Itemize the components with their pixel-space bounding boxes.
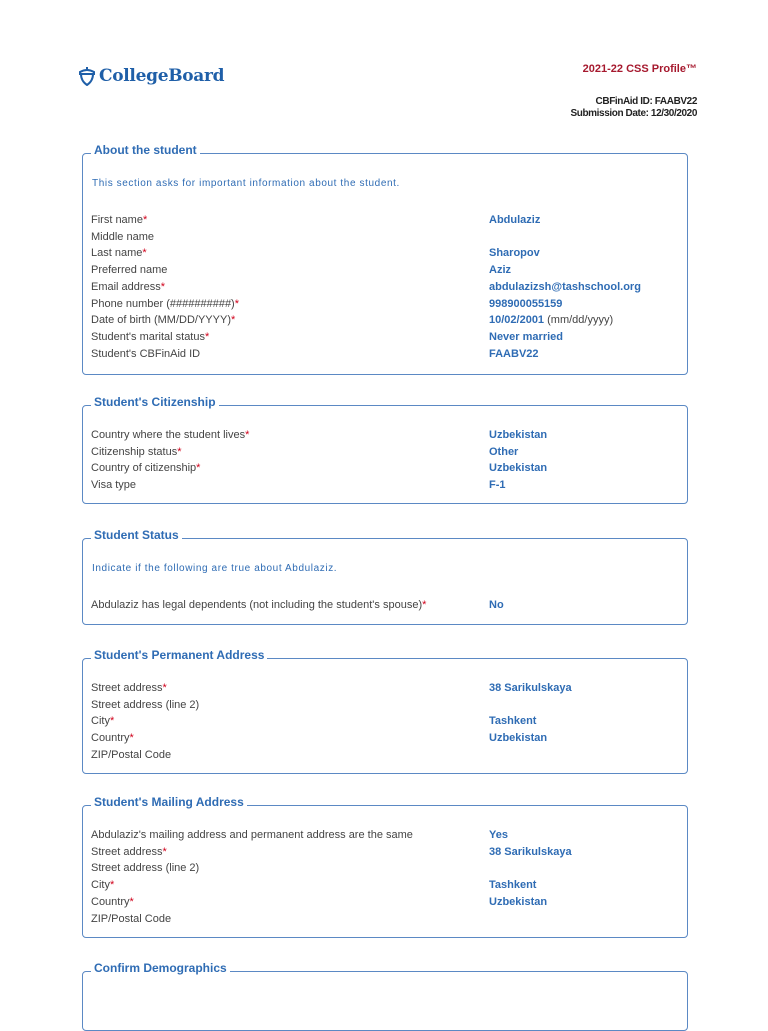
field-row <box>91 697 679 713</box>
field-label <box>91 894 134 910</box>
field-row <box>91 860 679 876</box>
acorn-icon <box>78 66 96 86</box>
section-confirm-demographics <box>82 961 688 1031</box>
field-label <box>91 460 200 476</box>
field-label <box>91 730 134 746</box>
required-marker: * <box>129 732 134 745</box>
field-label <box>91 296 239 312</box>
field-row <box>91 747 679 763</box>
field-value <box>489 827 508 843</box>
field-value <box>489 597 504 613</box>
field-label-text: City <box>91 879 110 892</box>
field-label-text: Country <box>91 732 130 745</box>
field-value <box>489 460 547 476</box>
required-marker: * <box>142 247 147 260</box>
field-label <box>91 860 199 876</box>
field-value-format-hint: (mm/dd/yyyy) <box>544 314 614 327</box>
field-label-text: Date of birth (MM/DD/YYYY) <box>91 314 231 327</box>
submission-date: Submission Date: 12/30/2020 <box>570 108 697 119</box>
field-label <box>91 713 114 729</box>
field-row <box>91 229 679 245</box>
field-row <box>91 245 679 261</box>
field-value-text: Uzbekistan <box>489 895 548 908</box>
field-label-text: Country <box>91 895 130 908</box>
field-label <box>91 477 136 493</box>
required-marker: * <box>142 214 148 226</box>
field-label-text: Citizenship status <box>91 445 178 458</box>
field-value-text: Other <box>489 445 519 458</box>
field-label <box>91 680 167 696</box>
field-row <box>91 827 679 843</box>
submission-meta <box>571 96 698 120</box>
field-label <box>91 444 182 460</box>
section-note: This section asks for important information about the student. <box>92 178 400 189</box>
field-value <box>489 245 540 261</box>
field-label-text: Country of citizenship <box>91 462 197 475</box>
field-row <box>91 877 679 893</box>
field-value <box>489 212 540 228</box>
field-label <box>91 827 413 843</box>
field-value <box>489 312 613 328</box>
field-value-text: 998900055159 <box>489 297 563 310</box>
field-value-text: F-1 <box>489 479 506 492</box>
field-row <box>91 444 679 460</box>
field-label-text: Middle name <box>91 230 154 243</box>
required-marker: * <box>162 682 167 694</box>
field-label-text: Country where the student lives <box>91 429 246 441</box>
field-label-text: Student's marital status <box>91 330 205 343</box>
field-value-text: Aziz <box>489 264 511 277</box>
field-row <box>91 713 679 729</box>
field-label-text: First name <box>91 214 143 226</box>
field-value <box>489 329 563 345</box>
field-value <box>489 346 539 362</box>
section-title: About the student <box>91 143 200 157</box>
field-value-text: Yes <box>489 829 508 841</box>
field-label-text: Preferred name <box>91 264 168 277</box>
section-note: Indicate if the following are true about Abdulaziz. <box>92 563 338 574</box>
collegeboard-logo <box>78 66 224 86</box>
field-label-text: Student's CBFinAid ID <box>91 347 201 360</box>
field-row <box>91 460 679 476</box>
field-label <box>91 329 209 345</box>
field-row <box>91 312 679 328</box>
required-marker: * <box>129 895 134 908</box>
field-row <box>91 894 679 910</box>
required-marker: * <box>245 429 250 441</box>
field-row <box>91 329 679 345</box>
field-value <box>489 877 536 893</box>
field-value-text: Uzbekistan <box>489 732 548 745</box>
field-row <box>91 911 679 927</box>
field-value <box>489 296 562 312</box>
field-label <box>91 697 199 713</box>
field-value-text: Uzbekistan <box>489 429 548 441</box>
field-value <box>489 680 572 696</box>
field-value <box>489 844 572 860</box>
field-row <box>91 680 679 696</box>
field-label-text: Street address <box>91 845 163 858</box>
field-label <box>91 911 171 927</box>
field-value-text: 38 Sarikulskaya <box>489 845 572 858</box>
field-label-text: Abdulaziz has legal dependents (not including the student's spouse) <box>91 599 423 611</box>
field-value-text: abdulazizsh@tashschool.org <box>489 280 641 293</box>
required-marker: * <box>109 715 115 728</box>
field-label-text: ZIP/Postal Code <box>91 748 172 761</box>
field-row <box>91 730 679 746</box>
field-value-text: Tashkent <box>489 715 537 728</box>
field-value-text: Abdulaziz <box>489 214 541 226</box>
field-value <box>489 279 641 295</box>
required-marker: * <box>234 297 240 310</box>
required-marker: * <box>177 445 182 458</box>
profile-title: 2021-22 CSS Profile™ <box>582 63 697 75</box>
field-value <box>489 713 536 729</box>
field-value <box>489 444 518 460</box>
required-marker: * <box>230 314 236 327</box>
field-value-text: Sharopov <box>489 247 540 260</box>
field-label-text: Email address <box>91 280 161 293</box>
field-row <box>91 477 679 493</box>
field-value <box>489 262 511 278</box>
field-label <box>91 346 200 362</box>
field-label-text: Visa type <box>91 479 137 492</box>
field-row <box>91 427 679 443</box>
field-label <box>91 245 147 261</box>
section-title: Student's Mailing Address <box>91 795 247 809</box>
required-marker: * <box>196 462 201 475</box>
field-label <box>91 229 154 245</box>
required-marker: * <box>205 330 210 343</box>
field-label <box>91 877 114 893</box>
field-label-text: Street address (line 2) <box>91 698 200 711</box>
field-label <box>91 312 235 328</box>
section-title: Student's Permanent Address <box>91 648 267 662</box>
section-about-student <box>82 143 688 375</box>
field-label-text: Last name <box>91 247 143 260</box>
field-row <box>91 262 679 278</box>
field-value-text: 38 Sarikulskaya <box>489 682 572 694</box>
field-value-text: Uzbekistan <box>489 462 548 475</box>
field-label <box>91 212 147 228</box>
field-value <box>489 730 547 746</box>
field-value <box>489 894 547 910</box>
cbfinaid-id: CBFinAid ID: FAABV22 <box>595 96 697 107</box>
field-label-text: Abdulaziz's mailing address and permanent address are the same <box>91 829 413 841</box>
field-label <box>91 597 426 613</box>
section-title: Student Status <box>91 528 182 542</box>
section-permanent-address <box>82 648 688 774</box>
field-value-text: Never married <box>489 330 563 343</box>
field-value-text: No <box>489 599 504 611</box>
section-student-status <box>82 528 688 625</box>
required-marker: * <box>160 280 165 293</box>
field-row <box>91 844 679 860</box>
required-marker: * <box>162 845 167 858</box>
field-row <box>91 346 679 362</box>
field-label-text: Street address (line 2) <box>91 862 200 875</box>
field-label <box>91 747 171 763</box>
field-label-text: Street address <box>91 682 163 694</box>
section-citizenship <box>82 395 688 504</box>
section-mailing-address <box>82 795 688 938</box>
field-value-text: FAABV22 <box>489 347 539 360</box>
field-label <box>91 262 167 278</box>
field-value <box>489 427 547 443</box>
logo-text: CollegeBoard <box>99 66 225 86</box>
field-label <box>91 279 165 295</box>
field-row <box>91 279 679 295</box>
required-marker: * <box>422 599 427 611</box>
field-value-text: 10/02/2001 <box>489 314 545 327</box>
field-row <box>91 212 679 228</box>
field-label <box>91 427 249 443</box>
field-row <box>91 296 679 312</box>
field-value-text: Tashkent <box>489 879 537 892</box>
field-label-text: Phone number (##########) <box>91 297 235 310</box>
field-value <box>489 477 506 493</box>
section-title: Student's Citizenship <box>91 395 219 409</box>
field-label-text: ZIP/Postal Code <box>91 912 172 925</box>
field-row <box>91 597 679 613</box>
required-marker: * <box>109 879 115 892</box>
section-title: Confirm Demographics <box>91 961 230 975</box>
field-label-text: City <box>91 715 110 728</box>
field-label <box>91 844 167 860</box>
